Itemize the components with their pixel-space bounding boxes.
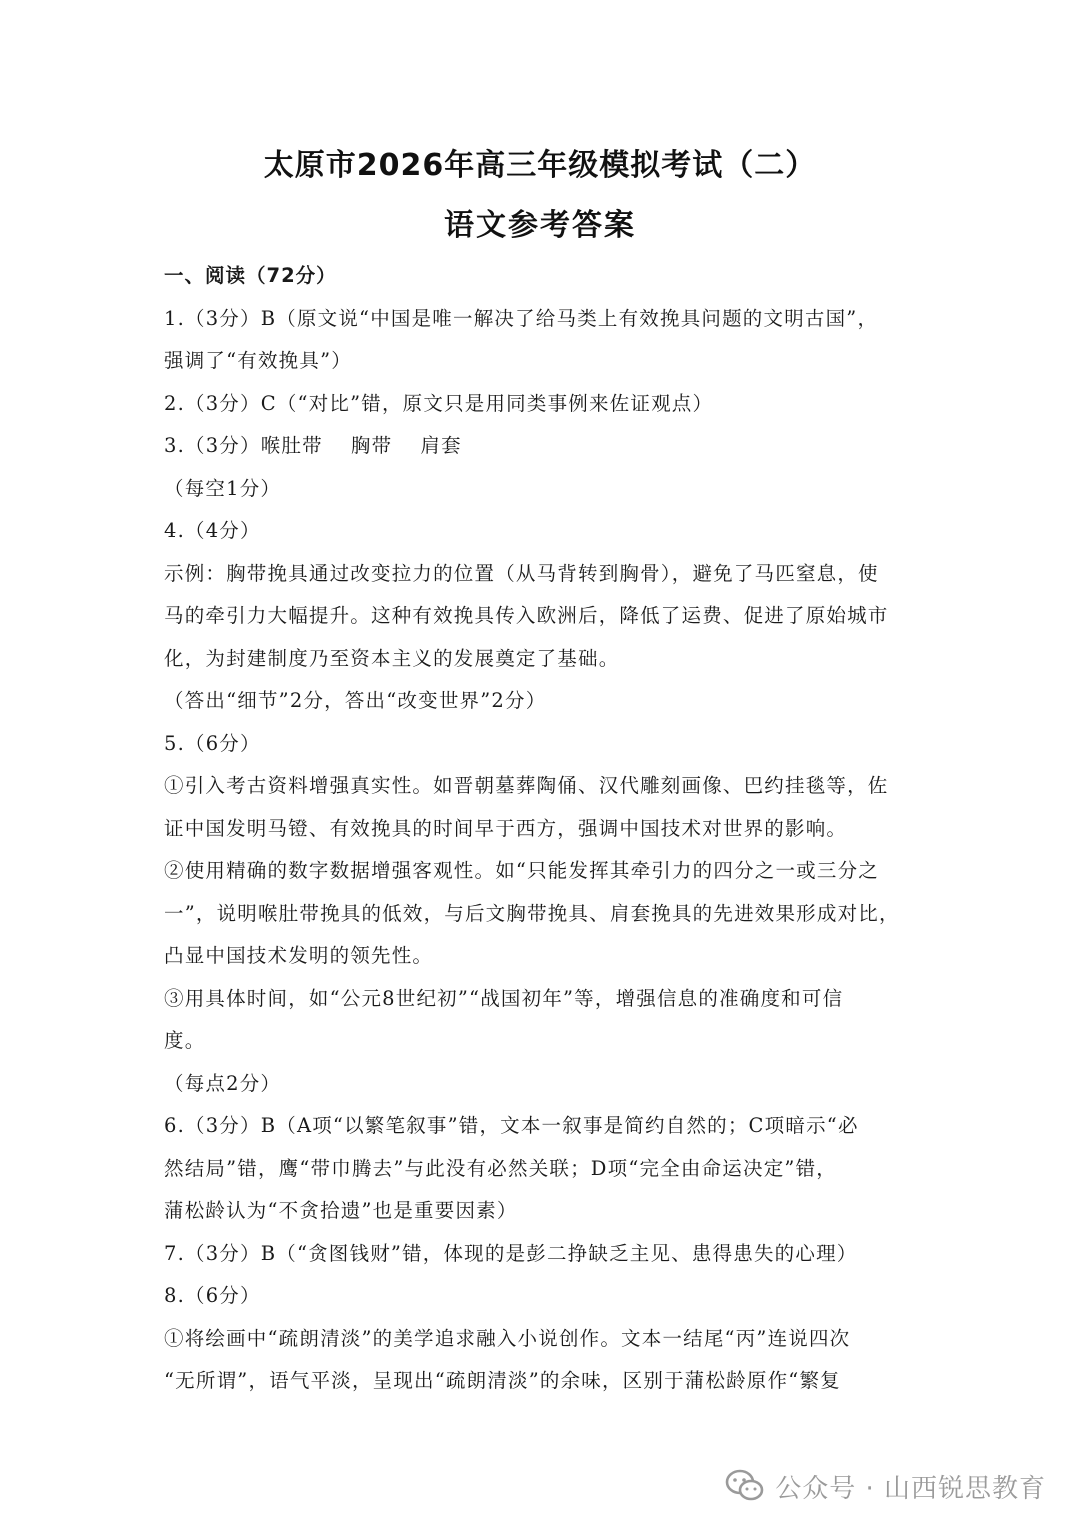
wechat-watermark xyxy=(725,1466,1046,1506)
answer-line: “无所谓”，语气平淡，呈现出“疏朗清淡”的余味，区别于蒲松龄原作“繁复 xyxy=(164,1369,841,1392)
answer-line: 强调了“有效挽具”） xyxy=(164,349,352,372)
answer-line: 2.（3分）C（“对比”错，原文只是用同类事例来佐证观点） xyxy=(164,391,714,415)
watermark-text: 公众号 · 山西锐思教育 xyxy=(775,1473,1046,1504)
answer-line: 示例：胸带挽具通过改变拉力的位置（从马背转到胸骨），避免了马匹窒息，使 xyxy=(164,561,879,585)
section-heading: 一、阅读（72分） xyxy=(164,264,337,287)
answer-line: 7.（3分）B（“贪图钱财”错，体现的是彭二挣缺乏主见、患得患失的心理） xyxy=(164,1241,858,1265)
answer-line: 度。 xyxy=(164,1029,206,1052)
answer-line: 凸显中国技术发明的领先性。 xyxy=(164,944,434,967)
wechat-icon xyxy=(725,1469,765,1503)
answer-line: ③用具体时间，如“公元8世纪初”“战国初年”等，增强信息的准确度和可信 xyxy=(164,986,844,1010)
page-subtitle: 语文参考答案 xyxy=(444,208,636,243)
answer-body xyxy=(164,255,924,1403)
answer-line: （每点2分） xyxy=(164,1071,282,1095)
answer-line: 3.（3分）喉肚带 胸带 肩套 xyxy=(164,434,462,457)
answer-line: 然结局”错，鹰“带巾腾去”与此没有必然关联；D项“完全由命运决定”错， xyxy=(164,1156,837,1180)
answer-line: 5.（6分） xyxy=(164,731,261,755)
answer-line: 1.（3分）B（原文说“中国是唯一解决了给马类上有效挽具问题的文明古国”， xyxy=(164,306,879,330)
answer-line: ①将绘画中“疏朗清淡”的美学追求融入小说创作。文本一结尾“丙”连说四次 xyxy=(164,1326,851,1350)
answer-line: 化，为封建制度乃至资本主义的发展奠定了基础。 xyxy=(164,646,620,670)
answer-line: ②使用精确的数字数据增强客观性。如“只能发挥其牵引力的四分之一或三分之 xyxy=(164,859,879,882)
answer-line: 一”，说明喉肚带挽具的低效，与后文胸带挽具、肩套挽具的先进效果形成对比， xyxy=(164,901,900,925)
answer-line: 4.（4分） xyxy=(164,519,261,542)
answer-line: 马的牵引力大幅提升。这种有效挽具传入欧洲后，降低了运费、促进了原始城市 xyxy=(164,604,889,627)
answer-line: （每空1分） xyxy=(164,476,282,500)
page-title: 太原市2026年高三年级模拟考试（二） xyxy=(263,148,817,183)
answer-line: 8.（6分） xyxy=(164,1284,261,1307)
answer-line: 6.（3分）B（A项“以繁笔叙事”错，文本一叙事是简约自然的；C项暗示“必 xyxy=(164,1114,859,1137)
answer-line: 证中国发明马镫、有效挽具的时间早于西方，强调中国技术对世界的影响。 xyxy=(164,816,848,840)
answer-line: （答出“细节”2分，答出“改变世界”2分） xyxy=(164,689,547,712)
answer-line: ①引入考古资料增强真实性。如晋朝墓葬陶俑、汉代雕刻画像、巴约挂毯等，佐 xyxy=(164,774,889,797)
answer-line: 蒲松龄认为“不贪拾遗”也是重要因素） xyxy=(164,1199,518,1222)
